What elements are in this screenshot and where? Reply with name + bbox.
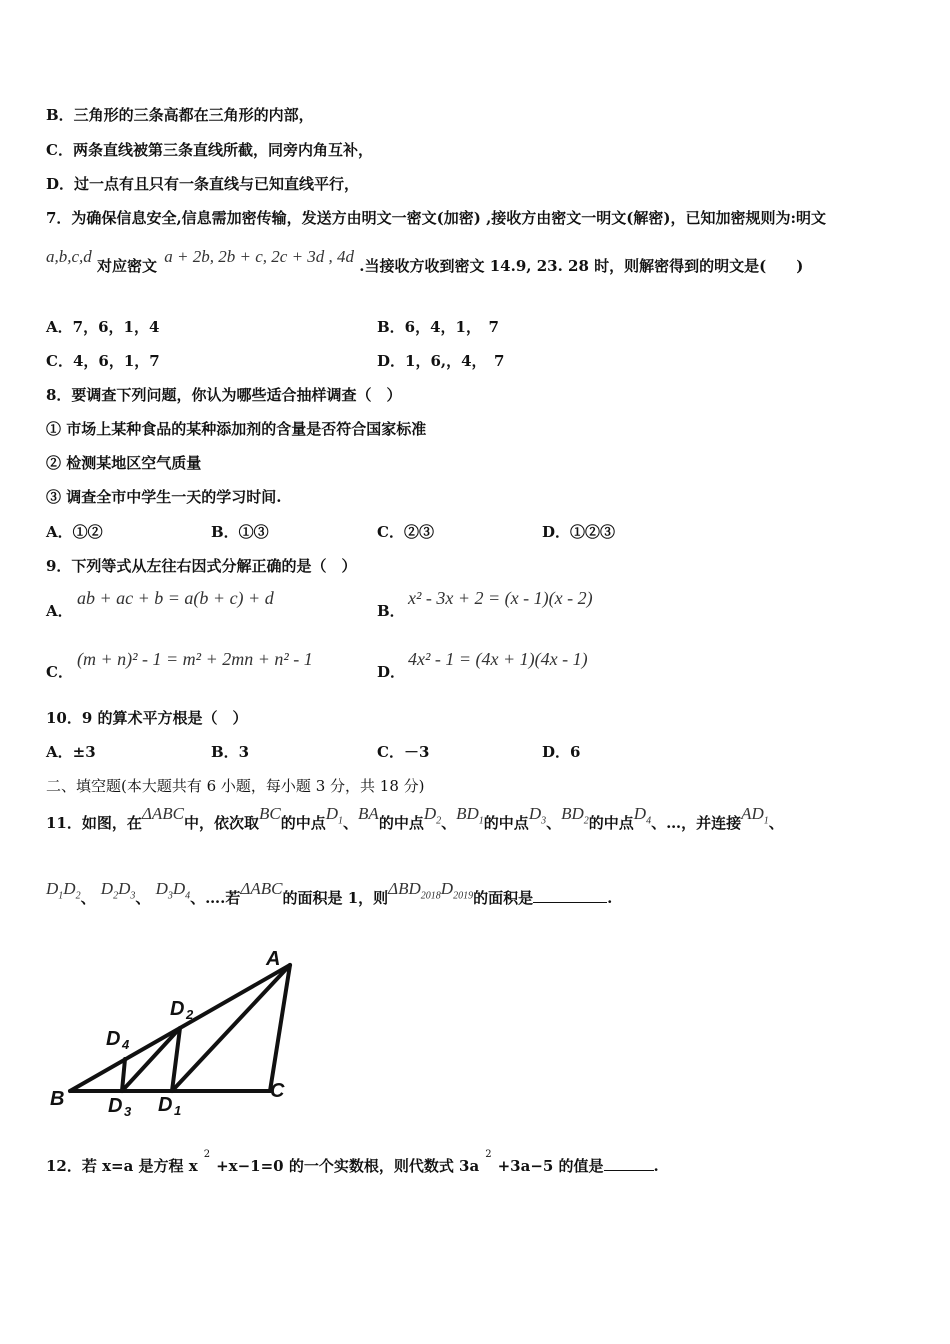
svg-text:D: D [158,1094,173,1116]
q11-text: 的中点 [280,814,326,832]
label-c: C [270,1080,285,1102]
q12-text: +3a−5 的值是 [497,1157,604,1175]
q9-label-c: C． [46,663,73,681]
q12-line [46,1149,659,1176]
q11-text: 的中点 [588,814,634,832]
q8-option-a: A．①② [46,523,103,541]
q9-expr-d: 4x² - 1 = (4x + 1)(4x - 1) [408,649,588,669]
q11-end: . [607,889,613,907]
q7-option-a: A．7，6，1，4 [46,318,160,336]
q7-tail-text: .当接收方收到密文 14.9, 23. 28 时，则解密得到的明文是( ) [359,257,804,275]
label-a: A [266,948,281,970]
q6-option-b: B．三角形的三条高都在三角形的内部， [46,106,314,124]
q7-stem: 7．为确保信息安全,信息需加密传输，发送方由明文一密文(加密) ,接收方由密文一明文(解密)，已知加密规则为:明文 [46,209,827,227]
q12-exponent: 2 [203,1149,211,1160]
svg-text:4: 4 [122,1037,130,1052]
q9-label-a: A． [46,602,73,620]
q11-line-2: $D_1D_2$、 $D_2D_3$、 $D_3D_4$、….若ΔABC的面积是 1，则$\Delta BD_{2018}D_{2019}$的面积是 . [46,879,613,907]
svg-text:D: D [108,1095,123,1117]
label-d1 [158,1094,181,1118]
svg-text:3: 3 [124,1104,132,1119]
q11-text: 、 [768,814,784,832]
q8-option-d: D．①②③ [542,523,616,541]
q8-item-1: ① 市场上某种食品的某种添加剂的含量是否符合国家标准 [46,420,427,438]
label-d4 [106,1028,130,1052]
q7-rule-line [46,247,804,276]
label-d3 [108,1095,132,1119]
q12-answer-blank[interactable] [604,1158,654,1171]
q11-text: 、….若 [190,889,241,907]
q11-line-1: 11．如图，在ΔABC中，依次取BC的中点$D_1$、BA的中点$D_2$、$BD_1$的中点$D_3$、$BD_2$的中点$D_4$、…，并连接$AD_1$、 [46,804,784,832]
q11-bd2: $BD_2$ [561,804,589,827]
q11-text: 、…，并连接 [651,814,742,832]
q7-cipher-expr: a + 2b, 2b + c, 2c + 3d , 4d [164,247,355,266]
label-b: B [50,1088,65,1110]
q7-mid-text: 对应密文 [97,257,158,275]
q11-bd1: $BD_1$ [456,804,484,827]
q11-d1d2: $D_1D_2$ [46,879,81,902]
q10-stem: 10．9 的算术平方根是（ ） [46,709,248,727]
q7-option-d: D．1，6,，4， 7 [377,352,505,370]
q11-text: 中，依次取 [183,814,259,832]
q9-expr-a: ab + ac + b = a(b + c) + d [77,588,274,608]
q7-option-c: C．4，6，1，7 [46,352,160,370]
q11-triangle-bd2018d2019: $\Delta BD_{2018}D_{2019}$ [388,879,474,902]
q10-option-d: D．6 [542,743,581,761]
q11-text: 的中点 [483,814,529,832]
q11-bc: BC [258,804,281,823]
q8-item-3: ③ 调查全市中学生一天的学习时间. [46,488,282,506]
q11-triangle-abc: ΔABC [141,804,184,823]
q8-option-b: B．①③ [211,523,269,541]
q11-text: 的中点 [378,814,424,832]
q11-text: 的面积是 1，则 [282,889,389,907]
svg-text:2: 2 [186,1007,194,1022]
q11-d4: $D_4$ [633,804,652,827]
q9-expr-b: x² - 3x + 2 = (x - 1)(x - 2) [408,588,593,608]
q8-stem: 8．要调查下列问题，你认为哪些适合抽样调查（ ） [46,386,402,404]
q7-option-b: B．6，4，1， 7 [377,318,499,336]
triangle-figure [40,945,310,1125]
q12-exponent: 2 [485,1149,492,1160]
q11-d3: $D_3$ [528,804,547,827]
q11-num: 11．如图，在 [46,814,142,832]
q12-end: . [653,1157,659,1175]
label-d2 [170,998,194,1022]
q6-option-c: C．两条直线被第三条直线所截，同旁内角互补， [46,141,373,159]
q12-text: 12．若 x=a 是方程 x [46,1157,198,1175]
q11-ba: BA [358,804,379,823]
q11-answer-blank[interactable] [533,890,607,903]
q6-option-d: D．过一点有且只有一条直线与已知直线平行， [46,175,360,193]
q7-plain-vars: a,b,c,d [46,247,92,266]
q10-option-b: B．3 [211,743,250,761]
q11-d1: $D_1$ [325,804,344,827]
q9-expr-c: (m + n)² - 1 = m² + 2mn + n² - 1 [77,649,313,669]
q11-text: 的面积是 [473,889,534,907]
q11-d2d3: $D_2D_3$ [100,879,136,902]
q9-label-b: B． [377,602,405,620]
q8-option-c: C．②③ [377,523,434,541]
q11-d2: $D_2$ [423,804,442,827]
q8-item-2: ② 检测某地区空气质量 [46,454,202,472]
q11-triangle-abc-2: ΔABC [240,879,283,898]
q11-ad1: $AD_1$ [741,804,769,827]
q10-option-c: C．－3 [377,743,430,761]
q9-stem: 9．下列等式从左往右因式分解正确的是（ ） [46,557,357,575]
svg-text:D: D [170,998,185,1020]
svg-text:D: D [106,1028,121,1050]
q9-label-d: D． [377,663,406,681]
q12-text: +x−1=0 的一个实数根，则代数式 3a [216,1157,480,1175]
q11-d3d4: $D_3D_4$ [155,879,191,902]
svg-text:1: 1 [174,1103,182,1118]
q10-option-a: A．±3 [46,743,96,761]
section-2-title: 二、填空题(本大题共有 6 小题，每小题 3 分，共 18 分) [46,777,425,795]
